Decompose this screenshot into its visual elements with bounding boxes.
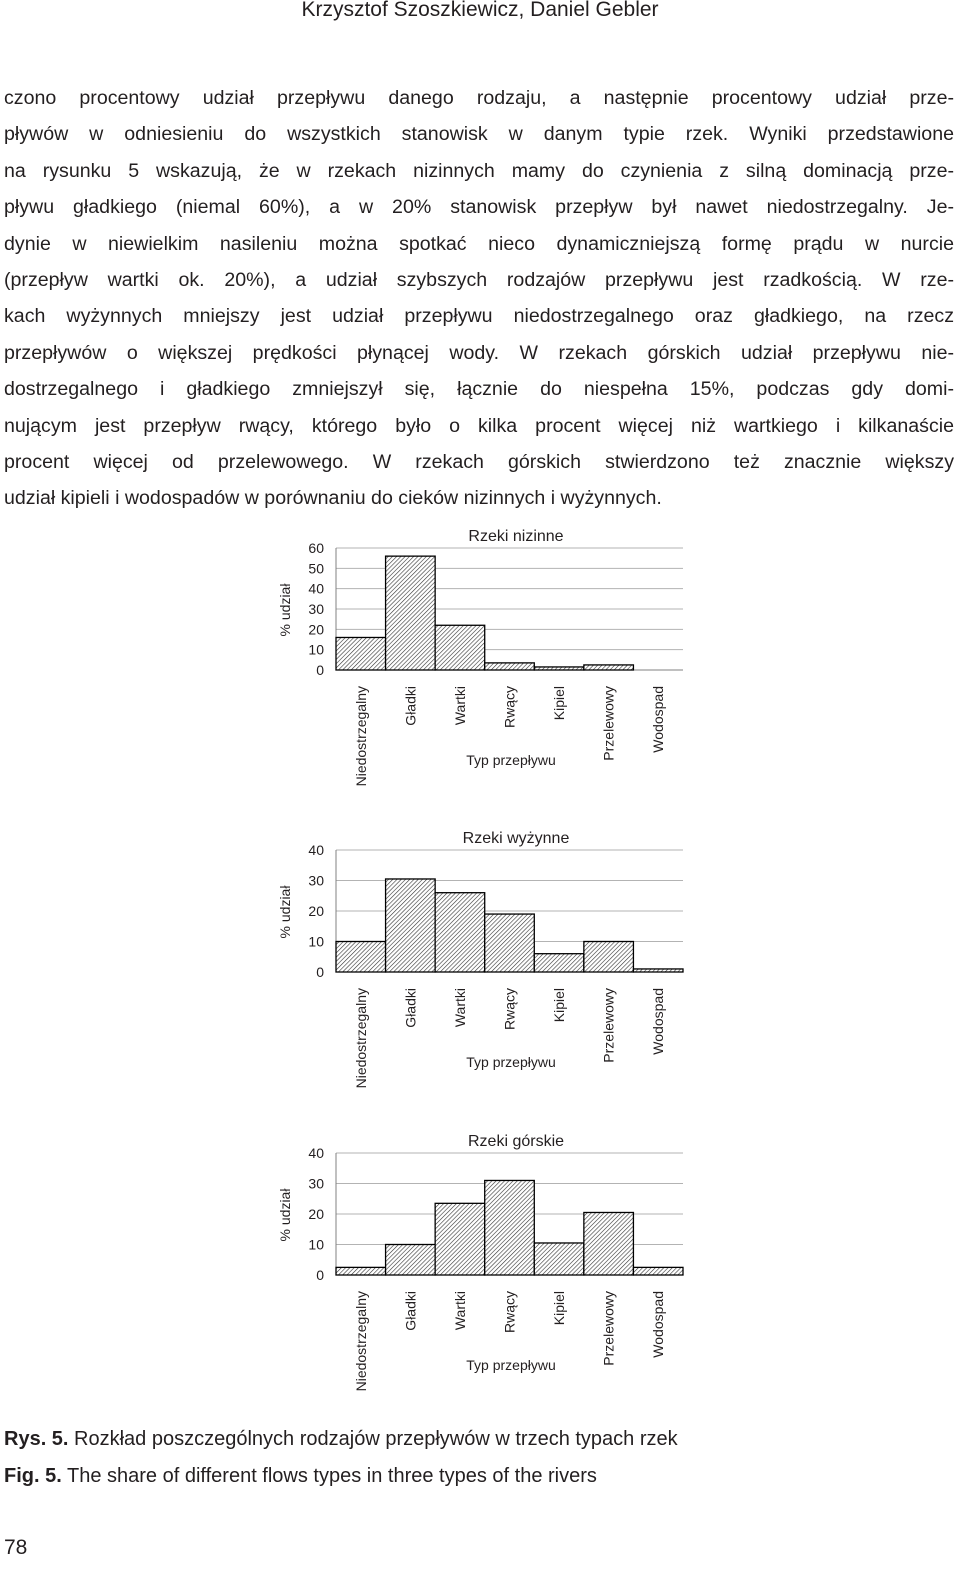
caption-en xyxy=(4,1458,678,1495)
page-number: 78 xyxy=(4,1536,28,1559)
y-tick-label: 20 xyxy=(308,1206,324,1222)
caption-pl-label: Rys. 5. xyxy=(4,1428,69,1450)
chart-nizinne xyxy=(0,520,960,810)
x-tick-label: Wodospad xyxy=(650,1291,667,1358)
y-tick-label: 20 xyxy=(308,903,324,919)
body-line: czono procentowy udział przepływu danego rodzaju, a następnie procentowy udział prze- xyxy=(4,87,954,109)
x-tick-label: Gładki xyxy=(402,1291,419,1331)
y-tick-label: 50 xyxy=(308,560,324,577)
body-line: pływów w odniesieniu do wszystkich stanowisk w danym typie rzek. Wyniki przedstawione xyxy=(4,123,954,146)
chart-title: Rzeki górskie xyxy=(467,1133,565,1150)
body-line: na rysunku 5 wskazują, że w rzekach nizinnych mamy do czynienia z silną dominacją prze- xyxy=(4,159,954,182)
caption-en-label: Fig. 5. xyxy=(4,1464,62,1487)
x-tick-label: Przelewowy xyxy=(600,1291,617,1366)
bar xyxy=(336,1267,386,1275)
y-tick-label: 0 xyxy=(316,964,324,980)
x-axis-label: Typ przepływu xyxy=(466,1054,556,1070)
x-tick-label: Niedostrzegalny xyxy=(352,1291,369,1392)
x-tick-label: Przelewowy xyxy=(600,988,617,1063)
body-line: dynie w niewielkim nasileniu można spotkać nieco dynamiczniejszą formę prądu w nurcie xyxy=(4,232,954,255)
x-tick-label: Wodospad xyxy=(650,686,667,753)
chart-title: Rzeki wyżynne xyxy=(462,830,570,847)
body-line: nującym jest przepływ rwący, którego było o kilka procent więcej niż wartkiego i kilkanaście xyxy=(4,414,954,437)
y-tick-label: 30 xyxy=(308,872,324,889)
y-tick-label: 20 xyxy=(308,621,324,638)
chart-title: Rzeki nizinne xyxy=(468,528,564,545)
bar xyxy=(386,879,436,972)
bar xyxy=(386,556,436,670)
x-tick-label: Wartki xyxy=(451,988,468,1028)
x-tick-label: Przelewowy xyxy=(600,686,617,761)
x-tick-label: Wartki xyxy=(451,1291,468,1331)
body-text xyxy=(4,80,954,517)
bar xyxy=(534,667,584,670)
y-axis-label: % udział xyxy=(277,885,293,939)
chart-wyzynne xyxy=(0,822,960,1112)
body-line: procent więcej od przelewowego. W rzekach górskich stwierdzono też znacznie większy xyxy=(4,451,954,474)
y-tick-label: 10 xyxy=(308,1236,324,1253)
body-line: kach wyżynnych mniejszy jest udział przepływu niedostrzegalnego oraz gładkiego, na rzecz xyxy=(4,305,954,328)
y-tick-label: 0 xyxy=(316,662,324,678)
x-tick-label: Rwący xyxy=(501,686,518,729)
body-line: pływu gładkiego (niemal 60%), a w 20% stanowisk przepływ był nawet niedostrzegalny. Je- xyxy=(4,196,954,219)
bar xyxy=(485,914,535,972)
bar xyxy=(435,1203,485,1275)
x-tick-label: Kipiel xyxy=(551,988,568,1023)
y-tick-label: 40 xyxy=(308,1145,324,1161)
x-tick-label: Gładki xyxy=(402,988,419,1028)
body-line: przepływów o większej prędkości płynącej wody. W rzekach górskich udział przepływu nie- xyxy=(4,341,954,364)
bar xyxy=(534,954,584,972)
x-tick-label: Kipiel xyxy=(551,1291,568,1326)
x-tick-label: Rwący xyxy=(501,1291,518,1334)
x-tick-label: Gładki xyxy=(402,686,419,726)
figure-caption xyxy=(4,1421,678,1494)
bar xyxy=(485,1180,535,1275)
bar xyxy=(633,1267,683,1275)
bar xyxy=(435,625,485,670)
x-tick-label: Niedostrzegalny xyxy=(352,988,369,1089)
chart-gorskie xyxy=(0,1125,960,1415)
y-tick-label: 30 xyxy=(308,1175,324,1192)
x-tick-label: Niedostrzegalny xyxy=(352,686,369,787)
bar xyxy=(584,665,634,670)
bar xyxy=(435,893,485,972)
bar xyxy=(633,969,683,972)
bar xyxy=(336,637,386,670)
bar xyxy=(485,663,535,670)
running-header: Krzysztof Szoszkiewicz, Daniel Gebler xyxy=(301,0,659,21)
y-tick-label: 40 xyxy=(308,580,324,597)
y-axis-label: % udział xyxy=(277,583,293,637)
x-tick-label: Kipiel xyxy=(551,686,568,721)
y-tick-label: 60 xyxy=(308,540,324,556)
caption-pl xyxy=(4,1421,678,1458)
x-axis-label: Typ przepływu xyxy=(466,1357,556,1373)
bar xyxy=(386,1245,436,1276)
y-tick-label: 10 xyxy=(308,933,324,950)
caption-en-text: The share of different flows types in three types of the rivers xyxy=(67,1464,597,1487)
x-tick-label: Wodospad xyxy=(650,988,667,1055)
x-axis-label: Typ przepływu xyxy=(466,752,556,768)
body-line: dostrzegalnego i gładkiego zmniejszył się, łącznie do niespełna 15%, podczas gdy domi- xyxy=(4,378,954,401)
bar xyxy=(584,1212,634,1275)
bar xyxy=(336,942,386,973)
x-tick-label: Wartki xyxy=(451,686,468,726)
y-axis-label: % udział xyxy=(277,1188,293,1242)
y-tick-label: 10 xyxy=(308,641,324,658)
bar xyxy=(534,1243,584,1275)
body-line: (przepływ wartki ok. 20%), a udział szybszych rodzajów przepływu jest rzadkością. W rze- xyxy=(4,269,954,292)
caption-pl-text: Rozkład poszczególnych rodzajów przepływów w trzech typach rzek xyxy=(74,1428,678,1450)
body-line: udział kipieli i wodospadów w porównaniu do cieków nizinnych i wyżynnych. xyxy=(4,487,662,510)
y-tick-label: 0 xyxy=(316,1267,324,1283)
y-tick-label: 30 xyxy=(308,601,324,617)
bar xyxy=(584,942,634,973)
x-tick-label: Rwący xyxy=(501,988,518,1031)
y-tick-label: 40 xyxy=(308,842,324,858)
